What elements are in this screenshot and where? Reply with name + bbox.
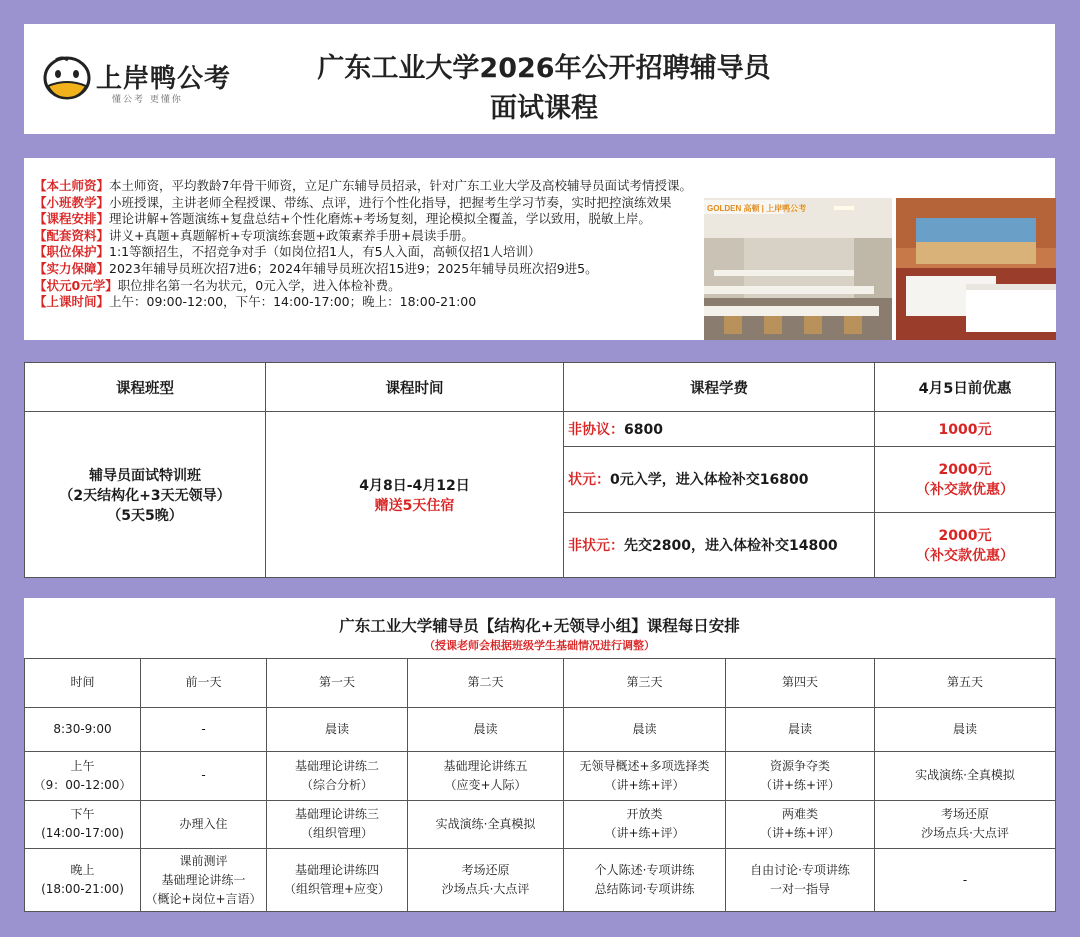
schedule-header-cell: 第五天	[875, 659, 1056, 708]
fee-label: 非状元：	[568, 537, 624, 554]
header-card	[24, 24, 1055, 134]
schedule-card	[24, 598, 1055, 912]
schedule-cell	[564, 800, 726, 849]
table-header-row	[25, 363, 1056, 412]
info-text: 1:1等额招生，不招竞争对手（如岗位招1人，有5人入面，高顿仅招1人培训）	[109, 244, 541, 260]
discount-amount: 2000元	[938, 462, 992, 479]
logo-slogan: 懂公考 更懂你	[112, 95, 183, 105]
schedule-cell-text: 一对一指导	[769, 882, 830, 897]
fee-label: 非协议：	[568, 422, 624, 438]
schedule-cell	[564, 849, 726, 912]
schedule-cell-text: 晨读	[473, 721, 498, 736]
discount-cell	[875, 412, 1056, 447]
info-tag: 【课程安排】	[34, 211, 110, 227]
table-row	[25, 707, 1056, 752]
fee-cell	[564, 447, 875, 512]
info-tag: 【本土师资】	[34, 178, 110, 193]
schedule-cell	[726, 800, 875, 849]
table-row	[25, 412, 1056, 447]
info-tag: 【小班教学】	[34, 194, 110, 210]
schedule-cell-text: 两难类	[781, 807, 818, 822]
schedule-cell-text: （组织管理+应变）	[283, 882, 391, 897]
schedule-header-cell: 第三天	[564, 659, 726, 708]
schedule-cell	[726, 707, 875, 752]
schedule-header-row	[25, 659, 1056, 708]
schedule-cell-text: （组织管理）	[300, 826, 373, 841]
schedule-header-cell: 时间	[25, 659, 141, 708]
duck-logo-icon	[42, 56, 92, 102]
schedule-cell-text: 考场还原	[940, 807, 989, 822]
schedule-cell	[726, 752, 875, 801]
discount-amount: 2000元	[938, 527, 992, 544]
schedule-body	[25, 659, 1056, 912]
schedule-cell	[267, 849, 408, 912]
schedule-cell	[141, 752, 267, 801]
schedule-cell-text: （讲+练+评）	[759, 777, 841, 792]
facility-photos	[704, 198, 1056, 340]
schedule-cell	[875, 752, 1056, 801]
info-text: 小班授课，主讲老师全程授课、带练、点评，进行个性化指导，把握考生学习节奏，实时把控演练效果	[109, 194, 672, 210]
table-row	[25, 800, 1056, 849]
schedule-cell-text: 基础理论讲练一	[161, 872, 246, 887]
fee-text: 0元入学，进入体检补交16800	[610, 472, 809, 489]
info-list	[34, 178, 754, 311]
schedule-cell	[141, 707, 267, 752]
time-cell	[25, 800, 141, 849]
table-row	[25, 849, 1056, 912]
schedule-cell-text: （讲+练+评）	[604, 777, 685, 792]
fee-text: 先交2800，进入体检补交14800	[624, 537, 838, 554]
info-item	[34, 178, 754, 195]
time-text: (18:00-21:00)	[41, 882, 124, 897]
info-text: 本土师资，平均教龄7年骨干师资，立足广东辅导员招录，针对广东工业大学及高校辅导员面试考情授课。	[109, 178, 692, 193]
time-text: 下午	[70, 807, 95, 822]
header-course-fee: 课程学费	[564, 363, 875, 412]
schedule-header-cell: 第四天	[726, 659, 875, 708]
photo-caption: GOLDEN 高顿 | 上岸鸭公考	[707, 204, 807, 213]
schedule-header-cell: 前一天	[141, 659, 267, 708]
schedule-cell	[408, 752, 564, 801]
schedule-cell	[408, 849, 564, 912]
schedule-cell-text: 资源争夺类	[769, 758, 830, 773]
schedule-header-cell: 第二天	[408, 659, 564, 708]
schedule-cell-text: 基础理论讲练五	[443, 758, 528, 773]
schedule-cell-text: 沙场点兵·大点评	[441, 882, 530, 897]
time-cell	[25, 707, 141, 752]
info-tag: 【职位保护】	[34, 244, 110, 260]
hotel-room-photo	[896, 198, 1056, 340]
time-text: 上午	[70, 758, 95, 773]
info-text: 2023年辅导员班次招7进6；2024年辅导员班次招15进9；2025年辅导员班次招9进5。	[109, 260, 598, 276]
info-item	[34, 261, 754, 278]
schedule-cell-text: 无领导概述+多项选择类	[579, 758, 710, 773]
header-early-discount: 4月5日前优惠	[875, 363, 1056, 412]
schedule-cell	[141, 849, 267, 912]
schedule-cell-text: 晨读	[324, 721, 349, 736]
time-text: 8:30-9:00	[53, 721, 112, 736]
schedule-cell-text: 自由讨论·专项讲练	[750, 863, 850, 878]
fee-label: 状元：	[568, 472, 610, 489]
schedule-cell	[408, 800, 564, 849]
schedule-cell	[875, 800, 1056, 849]
info-tag: 【状元0元学】	[34, 277, 118, 293]
fee-cell	[564, 512, 875, 578]
discount-amount: 1000元	[938, 422, 992, 438]
schedule-note: （授课老师会根据班级学生基础情况进行调整）	[424, 639, 655, 652]
schedule-cell-text: -	[201, 768, 206, 783]
info-text: 上午：09:00-12:00，下午：14:00-17:00；晚上：18:00-21:00	[109, 294, 477, 310]
schedule-cell-text: 基础理论讲练四	[294, 863, 379, 878]
fee-cell	[564, 412, 875, 447]
discount-cell	[875, 447, 1056, 512]
schedule-cell-text: -	[962, 872, 968, 887]
schedule-cell-text: 总结陈词·专项讲练	[594, 882, 695, 897]
schedule-cell-text: （综合分析）	[300, 777, 373, 792]
time-text: 晚上	[70, 863, 95, 878]
schedule-cell	[141, 800, 267, 849]
schedule-cell	[267, 800, 408, 849]
info-item	[34, 195, 754, 212]
schedule-cell-text: （概论+岗位+言语）	[145, 891, 262, 906]
info-item	[34, 211, 754, 228]
course-table	[24, 362, 1056, 578]
schedule-cell-text: -	[201, 721, 206, 736]
discount-note: （补交款优惠）	[916, 547, 1014, 564]
info-text: 职位排名第一名为状元，0元入学，进入体检补费。	[117, 277, 401, 293]
class-name: 辅导员面试特训班	[89, 467, 201, 484]
table-row	[25, 752, 1056, 801]
header-class-type: 课程班型	[25, 363, 266, 412]
header-course-time: 课程时间	[266, 363, 564, 412]
time-cell	[25, 849, 141, 912]
time-cell	[25, 752, 141, 801]
page-subtitle: 面试课程	[490, 93, 598, 124]
schedule-cell-text: 基础理论讲练二	[294, 758, 379, 773]
schedule-cell-text: （讲+练+评）	[604, 826, 685, 841]
schedule-title: 广东工业大学辅导员【结构化+无领导小组】课程每日安排	[339, 617, 740, 635]
schedule-cell	[875, 707, 1056, 752]
info-tag: 【实力保障】	[34, 260, 110, 276]
schedule-cell-text: 实战演练·全真模拟	[435, 816, 536, 831]
page-title: 广东工业大学2026年公开招聘辅导员	[317, 53, 771, 84]
schedule-cell	[564, 752, 726, 801]
schedule-cell	[875, 849, 1056, 912]
discount-note: （补交款优惠）	[916, 482, 1014, 499]
info-tag: 【上课时间】	[34, 294, 110, 310]
info-item	[34, 278, 754, 295]
schedule-header-cell: 第一天	[267, 659, 408, 708]
schedule-cell-text: 开放类	[626, 807, 663, 822]
schedule-cell	[267, 752, 408, 801]
schedule-cell-text: 晨读	[632, 721, 657, 736]
time-text: （9：00-12:00）	[33, 777, 132, 792]
schedule-cell	[408, 707, 564, 752]
schedule-cell-text: 沙场点兵·大点评	[921, 826, 1009, 841]
class-cell	[25, 412, 266, 578]
schedule-cell-text: 实战演练·全真模拟	[915, 768, 1015, 783]
info-item	[34, 228, 754, 245]
fee-text: 6800	[624, 422, 663, 438]
schedule-cell-text: 办理入住	[179, 816, 228, 831]
schedule-cell-text: 晨读	[787, 721, 812, 736]
info-item	[34, 244, 754, 261]
discount-cell	[875, 512, 1056, 578]
course-date: 4月8日-4月12日	[359, 477, 470, 494]
info-tag: 【配套资料】	[34, 227, 110, 243]
logo-text: 上岸鸭公考	[96, 64, 232, 94]
class-detail: （2天结构化+3天无领导）	[59, 487, 231, 504]
brand-logo[interactable]	[42, 54, 242, 104]
classroom-photo	[704, 198, 892, 340]
time-text: (14:00-17:00)	[41, 826, 124, 841]
schedule-cell-text: （讲+练+评）	[759, 826, 841, 841]
date-cell	[266, 412, 564, 578]
schedule-cell	[564, 707, 726, 752]
schedule-cell	[267, 707, 408, 752]
schedule-cell-text: 个人陈述·专项讲练	[594, 863, 695, 878]
schedule-cell-text: 基础理论讲练三	[294, 807, 379, 822]
info-item	[34, 294, 754, 311]
info-text: 理论讲解+答题演练+复盘总结+个性化磨炼+考场复刻，理论模拟全覆盖，学以致用，脱敏上岸。	[109, 211, 651, 227]
schedule-cell	[726, 849, 875, 912]
schedule-cell-text: 课前测评	[179, 853, 228, 868]
info-text: 讲义+真题+真题解析+专项演练套题+政策素养手册+晨读手册。	[109, 227, 474, 243]
course-info-card	[24, 158, 1055, 340]
date-bonus: 赠送5天住宿	[374, 497, 455, 514]
schedule-cell-text: 晨读	[952, 721, 977, 736]
class-days: （5天5晚）	[107, 507, 183, 524]
course-price-card	[24, 362, 1055, 578]
schedule-cell-text: 考场还原	[461, 863, 510, 878]
schedule-cell-text: （应变+人际）	[444, 777, 527, 792]
schedule-table	[24, 658, 1056, 912]
